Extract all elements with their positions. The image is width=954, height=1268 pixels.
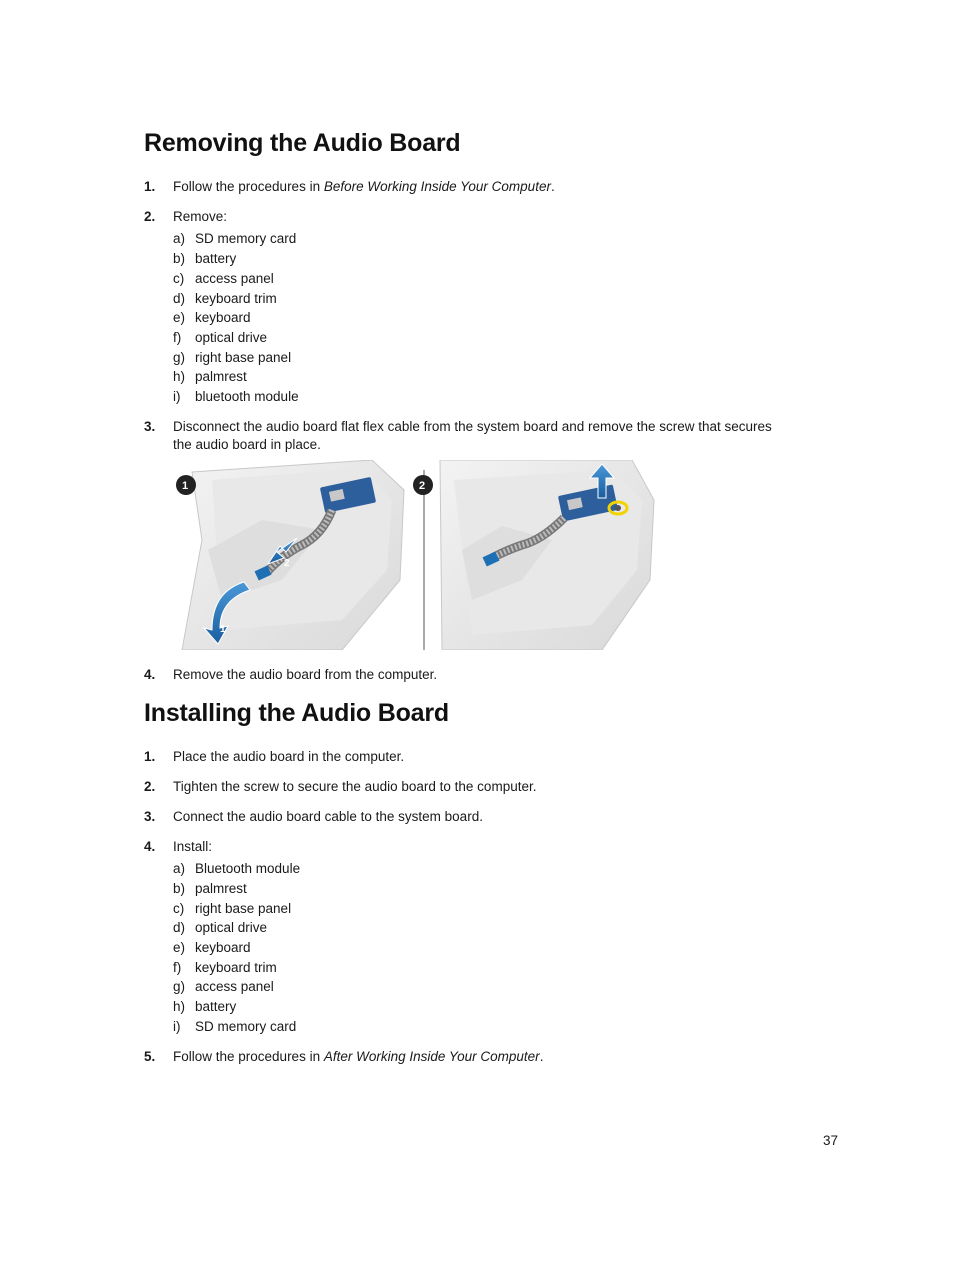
list-item: i) bluetooth module <box>173 389 299 404</box>
step-text-line2: the audio board in place. <box>173 437 321 452</box>
step-text: Remove: <box>173 209 228 224</box>
step-text: Follow the procedures in After Working Inside Your Computer. <box>173 1049 544 1064</box>
step-number: 5. <box>144 1049 156 1064</box>
step-text-line1: Disconnect the audio board flat flex cable from the system board and remove the screw that secures <box>173 419 772 434</box>
step-number: 1. <box>144 749 156 764</box>
step-number: 3. <box>144 809 156 824</box>
list-item: e) keyboard <box>173 310 251 325</box>
step-text: Place the audio board in the computer. <box>173 749 405 764</box>
list-item: a) Bluetooth module <box>173 861 301 876</box>
list-item: g) access panel <box>173 979 274 994</box>
step-text: Tighten the screw to secure the audio board to the computer. <box>173 779 537 794</box>
svg-text:2: 2 <box>419 480 426 492</box>
step-text: Follow the procedures in Before Working Inside Your Computer. <box>173 179 555 194</box>
list-item: h) battery <box>173 999 237 1014</box>
step-text: Remove the audio board from the computer. <box>173 667 438 682</box>
section-title-installing: Installing the Audio Board <box>144 699 449 727</box>
list-item: a) SD memory card <box>173 231 297 246</box>
arrow-label: 2 <box>284 558 290 569</box>
svg-text:1: 1 <box>182 480 189 492</box>
list-item: f) optical drive <box>173 330 268 345</box>
section-title-removing: Removing the Audio Board <box>144 129 461 157</box>
arrow-label: 1 <box>220 624 226 635</box>
screw <box>615 505 621 511</box>
step-number: 4. <box>144 839 156 854</box>
list-item: d) keyboard trim <box>173 291 277 306</box>
list-item: b) battery <box>173 251 237 266</box>
list-item: i) SD memory card <box>173 1019 297 1034</box>
list-item: c) access panel <box>173 271 274 286</box>
list-item: h) palmrest <box>173 369 247 384</box>
step-number: 2. <box>144 779 156 794</box>
step-number: 2. <box>144 209 156 224</box>
list-item: c) right base panel <box>173 901 292 916</box>
panel-2 <box>413 460 654 650</box>
reference-title: After Working Inside Your Computer <box>323 1049 540 1064</box>
step-text: Install: <box>173 839 213 854</box>
list-item: d) optical drive <box>173 920 268 935</box>
list-item: b) palmrest <box>173 881 247 896</box>
step-number: 1. <box>144 179 156 194</box>
step-number: 4. <box>144 667 156 682</box>
list-item: e) keyboard <box>173 940 251 955</box>
page-number: 37 <box>823 1133 839 1148</box>
audio-board-removal-illustration <box>172 460 662 650</box>
panel-1 <box>176 460 404 650</box>
step-number: 3. <box>144 419 156 434</box>
list-item: f) keyboard trim <box>173 960 277 975</box>
list-item: g) right base panel <box>173 350 292 365</box>
reference-title: Before Working Inside Your Computer <box>323 179 551 194</box>
step-text: Connect the audio board cable to the system board. <box>173 809 483 824</box>
